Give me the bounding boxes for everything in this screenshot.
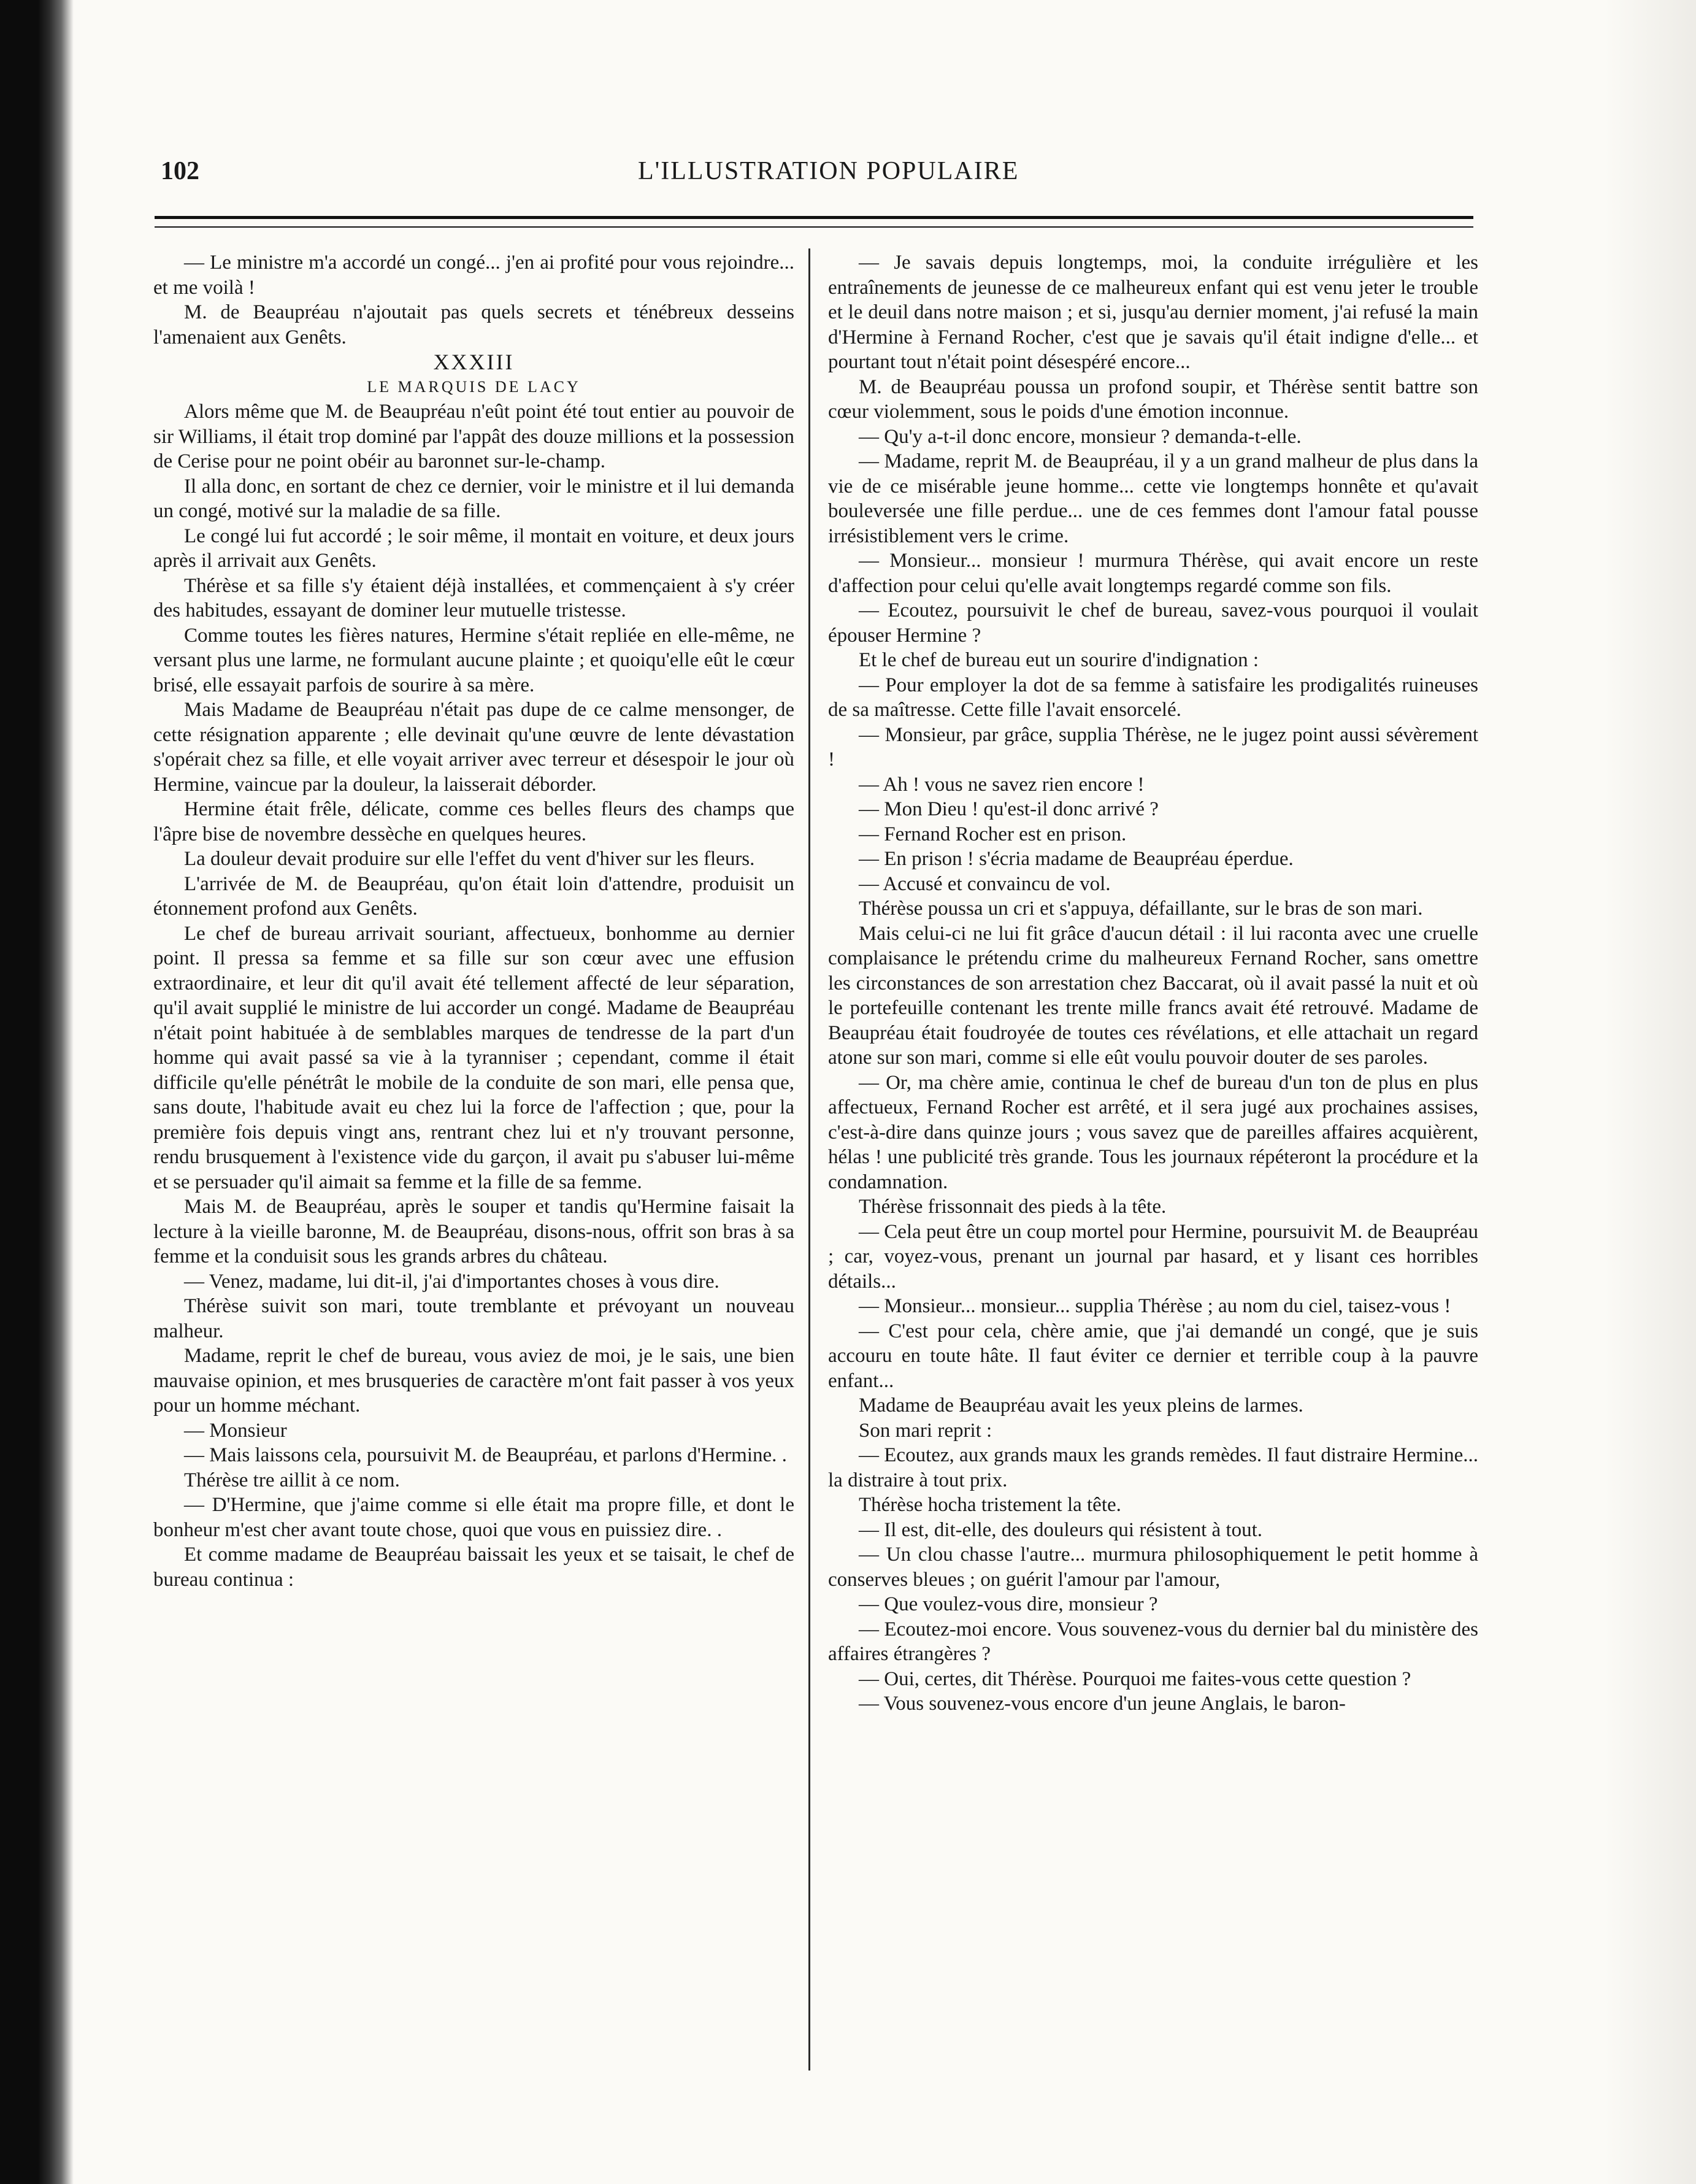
paragraph: — Fernand Rocher est en prison. — [859, 823, 1127, 845]
paragraph: Thérèse hocha tristement la tête. — [859, 1494, 1121, 1516]
paragraph: — Ecoutez, poursuivit le chef de bureau, savez-vous pourquoi il voulait épouser Hermine ? — [828, 599, 1478, 647]
paragraph: — Cela peut être un coup mortel pour Hermine, poursuivit M. de Beaupréau ; car, voyez-vous, prenant un journal par hasard, et y lisant ces horribles détails... — [828, 1220, 1478, 1293]
paragraph: Thérèse frissonnait des pieds à la tête. — [859, 1196, 1167, 1218]
paragraph: L'arrivée de M. de Beaupréau, qu'on était loin d'attendre, produisit un étonnement profond aux Genêts. — [153, 872, 794, 920]
paragraph: — Oui, certes, dit Thérèse. Pourquoi me faites-vous cette question ? — [859, 1667, 1411, 1690]
paragraph: Son mari reprit : — [859, 1419, 992, 1442]
paragraph: — En prison ! s'écria madame de Beaupréau éperdue. — [859, 848, 1294, 870]
paragraph: — Monsieur... monsieur ! murmura Thérèse, qui avait encore un reste d'affection pour celui qu'elle avait longtemps regardé comme son fils. — [828, 550, 1478, 597]
paragraph: Madame de Beaupréau avait les yeux pleins de larmes. — [859, 1394, 1303, 1417]
paragraph: — Mais laissons cela, poursuivit M. de Beaupréau, et parlons d'Hermine. . — [184, 1444, 787, 1466]
paragraph: — Le ministre m'a accordé un congé... j'en ai profité pour vous rejoindre... et me voilà ! — [153, 252, 794, 299]
paragraph: — Ah ! vous ne savez rien encore ! — [859, 773, 1145, 796]
chapter-number: XXXIII — [433, 350, 515, 374]
paragraph: — Je savais depuis longtemps, moi, la conduite irrégulière et les entraînements de jeunesse de ce malheureux enfant qui est venu jeter le trouble et le deuil dans notre maison ; et si, jusqu'au dernier moment, j'ai refusé la main d'Hermine à Fernand Rocher, c'est que je savais qu'il était indigne d'elle... et pourtant tout n'était point désespéré encore... — [828, 252, 1478, 373]
paragraph: Comme toutes les fières natures, Hermine s'était repliée en elle-même, ne versant plus une larme, ne formulant aucune plainte ; et quoiqu'elle eût le cœur brisé, elle essayait parfois de sourire à sa mère. — [153, 624, 794, 696]
paragraph: Le congé lui fut accordé ; le soir même, il montait en voiture, et deux jours après il arrivait aux Genêts. — [153, 525, 794, 572]
paragraph: — Venez, madame, lui dit-il, j'ai d'importantes choses à vous dire. — [184, 1270, 719, 1293]
paragraph: Alors même que M. de Beaupréau n'eût point été tout entier au pouvoir de sir Williams, il était trop dominé par l'appât des douze millions et la possession de Cerise pour ne point obéir au baronnet sur-le-champ. — [153, 401, 794, 472]
paragraph: M. de Beaupréau n'ajoutait pas quels secrets et ténébreux desseins l'amenaient aux Genêts. — [153, 301, 794, 348]
column-divider — [808, 248, 810, 2071]
paragraph: Thérèse suivit son mari, toute tremblante et prévoyant un nouveau malheur. — [153, 1295, 794, 1342]
paragraph: — Pour employer la dot de sa femme à satisfaire les prodigalités ruineuses de sa maîtresse. Cette fille l'avait ensorcelé. — [828, 674, 1478, 721]
paragraph: Thérèse tre aillit à ce nom. — [184, 1469, 400, 1491]
paragraph: — Qu'y a-t-il donc encore, monsieur ? demanda-t-elle. — [859, 425, 1302, 448]
paragraph: — Or, ma chère amie, continua le chef de bureau d'un ton de plus en plus affectueux, Fernand Rocher est arrêté, et il sera jugé aux prochaines assises, c'est-à-dire dans quinze jours ; vous savez que de pareilles affaires acquièrent, hélas ! une publicité très grande. Tous les journaux répéteront la procédure et la condamnation. — [828, 1071, 1478, 1193]
running-head: L'ILLUSTRATION POPULAIRE — [638, 157, 1019, 185]
paragraph: La douleur devait produire sur elle l'effet du vent d'hiver sur les fleurs. — [184, 848, 755, 870]
paragraph: Thérèse poussa un cri et s'appuya, défaillante, sur le bras de son mari. — [859, 898, 1423, 920]
paragraph: M. de Beaupréau poussa un profond soupir, et Thérèse sentit battre son cœur violemment, sous le poids d'une émotion inconnue. — [828, 375, 1478, 423]
paragraph: Le chef de bureau arrivait souriant, affectueux, bonhomme au dernier point. Il pressa sa femme et sa fille sur son cœur avec une effusion extraordinaire, et leur dit qu'il avait été tellement affecté de leur séparation, qu'il avait supplié le ministre de lui accorder un congé. Madame de Beaupréau n'était point habituée à de semblables marques de tendresse de la part d'un homme qui avait passé sa vie à la tyranniser ; cependant, comme il était difficile qu'elle pénétrât le mobile de la conduite de son mari, elle pensa que, sans doute, l'habitude avait eu chez lui la force de l'affection ; que, pour la première fois depuis vingt ans, rentrant chez lui et n'y trouvant personne, rendu brusquement à l'existence vide du garçon, il avait pu s'abuser lui-même et se persuader qu'il aimait sa femme et la fille de sa femme. — [153, 922, 794, 1193]
paragraph: — Monsieur — [184, 1419, 287, 1442]
paragraph: Madame, reprit le chef de bureau, vous aviez de moi, je le sais, une bien mauvaise opinion, et mes brusqueries de caractère m'ont fait passer à vos yeux pour un homme méchant. — [153, 1345, 794, 1417]
paragraph: — Accusé et convaincu de vol. — [859, 872, 1111, 895]
paragraph: — Vous souvenez-vous encore d'un jeune Anglais, le baron- — [859, 1693, 1346, 1715]
paragraph: — Il est, dit-elle, des douleurs qui résistent à tout. — [859, 1518, 1263, 1541]
paragraph: Et comme madame de Beaupréau baissait les yeux et se taisait, le chef de bureau continua : — [153, 1544, 794, 1591]
paragraph: — C'est pour cela, chère amie, que j'ai demandé un congé, que je suis accouru en toute hâte. Il faut éviter ce dernier et terrible coup à la pauvre enfant... — [828, 1320, 1478, 1392]
paragraph: Mais celui-ci ne lui fit grâce d'aucun détail : il lui raconta avec une cruelle complaisance le prétendu crime du malheureux Fernand Rocher, sans omettre les circonstances de son arrestation chez Baccarat, où il avait passé la nuit et où le portefeuille contenant les trente mille francs avait été retrouvé. Madame de Beaupréau était foudroyée de toutes ces révélations, et elle attachait un regard atone sur son mari, comme si elle eût voulu pouvoir douter de ses paroles. — [828, 922, 1478, 1069]
page-number: 102 — [161, 157, 199, 185]
chapter-title: LE MARQUIS DE LACY — [367, 377, 581, 396]
paragraph: Hermine était frêle, délicate, comme ces belles fleurs des champs que l'âpre bise de novembre dessèche en quelques heures. — [153, 798, 794, 845]
paragraph: — D'Hermine, que j'aime comme si elle était ma propre fille, et dont le bonheur m'est cher avant toute chose, quoi que vous en puissiez dire. . — [153, 1494, 794, 1541]
header-rule — [155, 216, 1473, 228]
paragraph: Il alla donc, en sortant de chez ce dernier, voir le ministre et il lui demanda un congé, motivé sur la maladie de sa fille. — [153, 475, 794, 522]
paragraph: Et le chef de bureau eut un sourire d'indignation : — [859, 649, 1259, 671]
paragraph: Mais M. de Beaupréau, après le souper et tandis qu'Hermine faisait la lecture à la vieille baronne, M. de Beaupréau, disons-nous, offrit son bras à sa femme et la conduisit sous les grands arbres du château. — [153, 1196, 794, 1267]
paragraph: — Monsieur, par grâce, supplia Thérèse, ne le jugez point aussi sévèrement ! — [828, 723, 1478, 771]
left-column — [153, 250, 794, 2128]
paragraph: — Ecoutez, aux grands maux les grands remèdes. Il faut distraire Hermine... la distraire à tout prix. — [828, 1444, 1478, 1491]
paragraph: — Monsieur... monsieur... supplia Thérèse ; au nom du ciel, taisez-vous ! — [859, 1295, 1451, 1317]
paragraph: Thérèse et sa fille s'y étaient déjà installées, et commençaient à s'y créer des habitudes, essayant de dominer leur mutuelle tristesse. — [153, 574, 794, 621]
paragraph: — Que voulez-vous dire, monsieur ? — [859, 1593, 1158, 1615]
paragraph: — Madame, reprit M. de Beaupréau, il y a un grand malheur de plus dans la vie de ce misérable jeune homme... cette vie longtemps honnête et qu'avait bouleversée une fille perdue... une de ces femmes dont l'amour fatal pousse irrésistiblement vers le crime. — [828, 450, 1478, 547]
book-binding-edge — [0, 0, 74, 2184]
paragraph: — Ecoutez-moi encore. Vous souvenez-vous du dernier bal du ministère des affaires étrangères ? — [828, 1618, 1478, 1665]
paragraph: — Un clou chasse l'autre... murmura philosophiquement le petit homme à conserves bleues ; on guérit l'amour par l'amour, — [828, 1544, 1478, 1591]
paragraph: — Mon Dieu ! qu'est-il donc arrivé ? — [859, 798, 1159, 820]
paragraph: Mais Madame de Beaupréau n'était pas dupe de ce calme mensonger, de cette résignation apparente ; elle devinait qu'une œuvre de lente dévastation s'opérait chez sa fille, et elle voyait arriver avec terreur et désespoir le jour où Hermine, vaincue par la douleur, la laisserait déborder. — [153, 699, 794, 796]
page-edge-shadow — [1604, 0, 1696, 2184]
right-column — [828, 250, 1478, 2128]
